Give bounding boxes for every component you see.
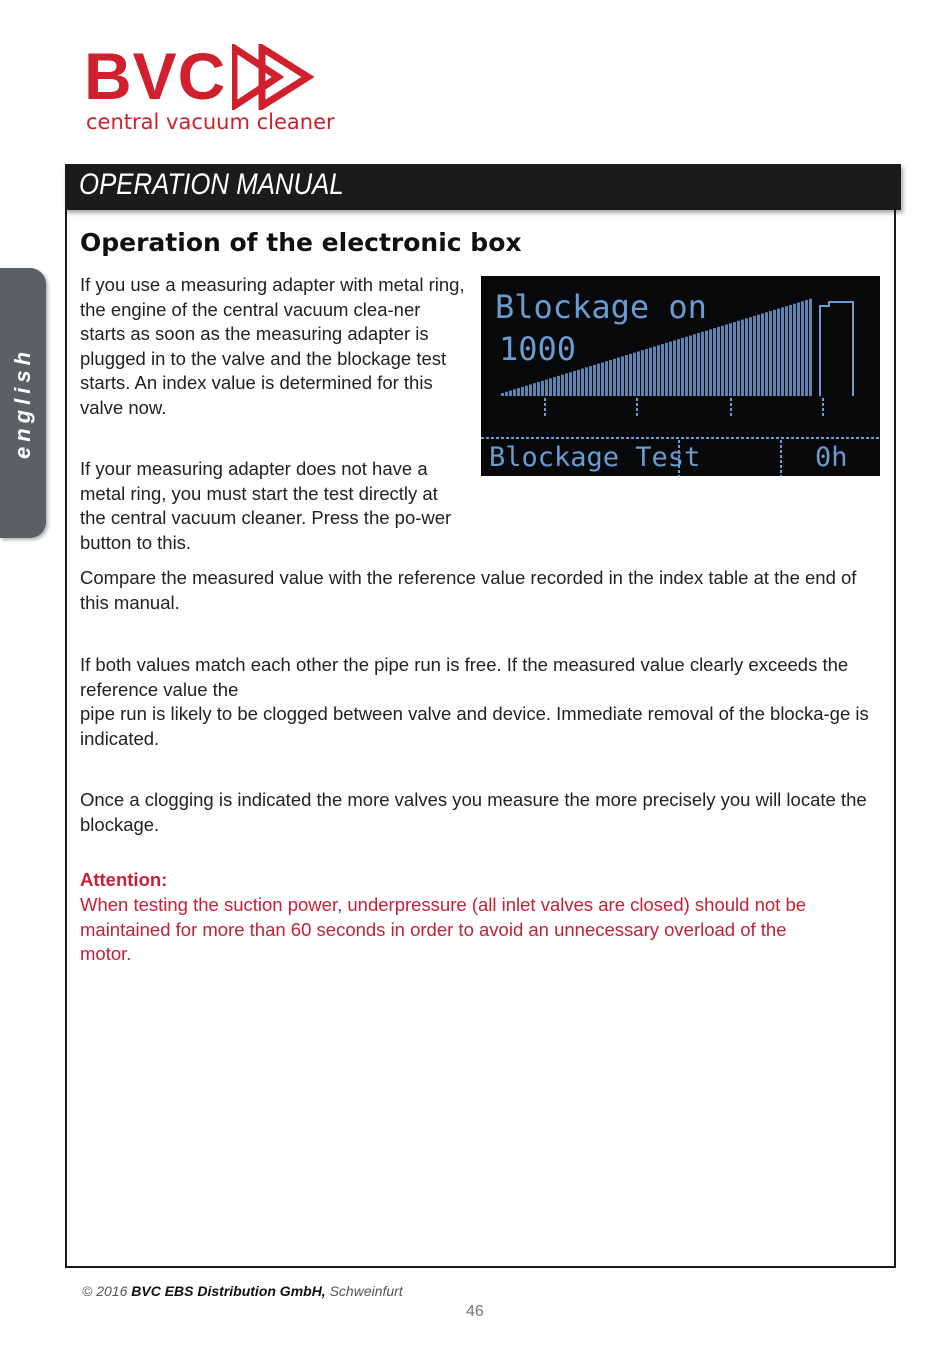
lcd-bar [741,320,744,396]
lcd-bar [605,361,608,396]
logo-brand: BVC [84,39,227,113]
lcd-bar [769,311,772,396]
lcd-bar [801,301,804,396]
lcd-bar [581,369,584,396]
language-tab-label: english [10,346,35,460]
lcd-bar [673,340,676,396]
lcd-bar [505,392,508,396]
lcd-bar [521,387,524,396]
lcd-bar [565,373,568,396]
lcd-bar [625,355,628,396]
lcd-bar [713,328,716,396]
lcd-bar [805,300,808,396]
lcd-bar [677,339,680,396]
lcd-bar [649,348,652,396]
footer-company: BVC EBS Distribution GmbH, [131,1283,326,1299]
lcd-bar [509,391,512,396]
attention-text: When testing the suction power, underpressure (all inlet valves are closed) should not be maintained for more than 60 seconds in order to avoid an unnecessary overload of the motor. [80,894,807,964]
play-forward-icon [232,44,318,110]
lcd-bar [689,336,692,396]
lcd-bar [729,323,732,396]
lcd-bar [661,344,664,396]
footer-copyright: © 2016 BVC EBS Distribution GmbH, Schweinfurt [82,1283,403,1299]
lcd-bar [629,354,632,396]
lcd-bar [601,362,604,396]
lcd-bar [809,299,812,396]
lcd-bar [593,365,596,396]
lcd-bar [765,312,768,396]
lcd-bar [753,316,756,396]
bvc-logo [84,39,335,140]
language-tab[interactable] [0,268,46,538]
lcd-bar [633,353,636,396]
paragraph-compare-values: Compare the measured value with the reference value recorded in the index table at the end of this manual. [80,567,857,613]
lcd-bar [685,337,688,396]
lcd-bar [613,359,616,396]
lcd-status-text: Blockage Test [489,442,701,473]
lcd-bar [697,333,700,396]
page-number: 46 [466,1303,484,1320]
lcd-bar [537,382,540,396]
lcd-bar [525,386,528,396]
header-bar [65,164,901,210]
lcd-bar [733,322,736,396]
lcd-bar [653,347,656,396]
lcd-bar [749,317,752,396]
page-title: OPERATION MANUAL [79,168,344,201]
logo-tagline: central vacuum cleaner [86,110,335,134]
lcd-bar [737,321,740,396]
lcd-bar [573,371,576,396]
lcd-bar [553,377,556,396]
footer-city: Schweinfurt [325,1283,403,1299]
lcd-bar [585,367,588,396]
lcd-bar [589,366,592,396]
lcd-bar [745,318,748,396]
lcd-bracket [820,302,853,396]
lcd-hours-text: 0h [815,442,848,473]
lcd-bar [541,381,544,396]
lcd-bar [777,309,780,396]
lcd-bar [621,356,624,396]
lcd-bar [569,372,572,396]
paragraph-values-match: If both values match each other the pipe run is free. If the measured value clearly exceeds the reference value the [80,654,849,700]
lcd-bar [501,393,504,396]
section-heading: Operation of the electronic box [80,228,522,257]
lcd-bar [669,342,672,396]
lcd-bar [617,358,620,396]
lcd-bar [761,313,764,396]
lcd-bar [533,383,536,396]
lcd-bar [657,345,660,396]
lcd-bar [681,338,684,396]
lcd-bar [577,370,580,396]
lcd-bar [721,326,724,396]
attention-heading: Attention: [80,869,168,890]
lcd-bar [709,329,712,396]
lcd-bar [793,304,796,396]
lcd-bar [641,350,644,396]
lcd-bar [725,324,728,396]
lcd-display-image [481,276,880,476]
lcd-bar [597,364,600,396]
lcd-bar [717,327,720,396]
lcd-line-2: 1000 [499,330,577,368]
paragraph-locate-blockage: Once a clogging is indicated the more valves you measure the more precisely you will locate the blockage. [80,789,867,835]
lcd-bar [665,343,668,396]
lcd-bar [645,349,648,396]
lcd-bar [529,384,532,396]
lcd-bar [789,305,792,396]
lcd-bar [549,378,552,396]
lcd-bar [513,389,516,396]
lcd-bar [785,306,788,396]
lcd-bar [557,376,560,396]
lcd-bar [545,380,548,396]
lcd-line-1: Blockage on [495,288,707,326]
lcd-bar [781,307,784,396]
lcd-bar [773,310,776,396]
lcd-bar [609,360,612,396]
lcd-bar [797,302,800,396]
paragraph-adapter-metal-ring: If you use a measuring adapter with metal ring, the engine of the central vacuum clea-ner starts as soon as the measuring adapter is plugged in to the valve and the blockage test starts. An index value is determined for this valve now. [80,274,465,418]
paragraph-adapter-no-ring: If your measuring adapter does not have a metal ring, you must start the test directly at the central vacuum cleaner. Press the po-wer button to this. [80,458,452,553]
lcd-bar [757,315,760,396]
paragraph-clogged: pipe run is likely to be clogged between valve and device. Immediate removal of the blocka-ge is indicated. [80,703,869,749]
lcd-bar [517,388,520,396]
lcd-bar [637,351,640,396]
lcd-bar [705,331,708,396]
lcd-bar [693,334,696,396]
lcd-bar [561,375,564,396]
lcd-bar [701,332,704,396]
